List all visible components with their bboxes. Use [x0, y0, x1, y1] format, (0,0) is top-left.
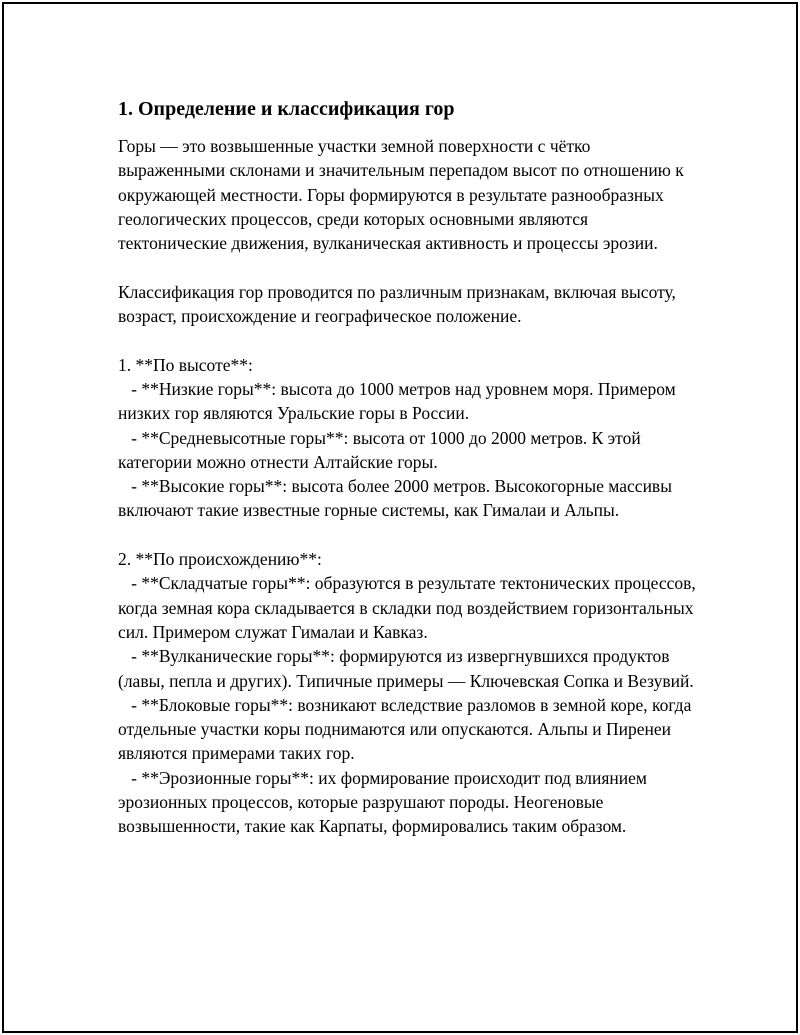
section-heading: 1. Определение и классификация гор: [118, 98, 455, 120]
list-item: - **Вулканические горы**: формируются из извергнувшихся продуктов (лавы, пепла и других). Типичные примеры — Ключевская Сопка и Везувий.: [118, 646, 694, 691]
list-item: - **Средневысотные горы**: высота от 1000 до 2000 метров. К этой категории можно отнести Алтайские горы.: [118, 427, 646, 472]
paragraph-gap: [118, 328, 698, 352]
list-item: - **Низкие горы**: высота до 1000 метров над уровнем моря. Примером низких гор являются Уральские горы в России.: [118, 378, 681, 424]
intro-paragraph: Горы — это возвышенные участки земной поверхности с чётко выраженными склонами и значительным перепадом высот по отношению к окружающей местности. Горы формируются в результате разнообразных геологических процессов, среди которых основными являются тектонические движения, вулканическая активность и процессы эрозии.: [118, 136, 689, 254]
paragraph-gap: [118, 255, 698, 279]
list-item: - **Блоковые горы**: возникают вследствие разломов в земной коре, когда отдельные участки коры поднимаются или опускаются. Альпы и Пиренеи являются примерами таких гор.: [118, 694, 696, 764]
list-item: - **Высокие горы**: высота более 2000 метров. Высокогорные массивы включают такие известные горные системы, как Гималаи и Альпы.: [118, 476, 677, 521]
paragraph-gap: [118, 523, 698, 547]
document-body: [118, 96, 701, 839]
list-title-origin: 2. **По происхождению**:: [118, 549, 322, 570]
list-title-height: 1. **По высоте**:: [118, 354, 253, 375]
list-item: - **Эрозионные горы**: их формирование происходит под влиянием эрозионных процессов, которые разрушают породы. Неогеновые возвышенности, такие как Карпаты, формировались таким образом.: [118, 767, 652, 837]
classification-paragraph: Классификация гор проводится по различным признакам, включая высоту, возраст, происхождение и географическое положение.: [118, 281, 681, 327]
list-item: - **Складчатые горы**: образуются в результате тектонических процессов, когда земная кора складывается в складки под воздействием горизонтальных сил. Примером служат Гималаи и Кавказ.: [118, 573, 701, 642]
